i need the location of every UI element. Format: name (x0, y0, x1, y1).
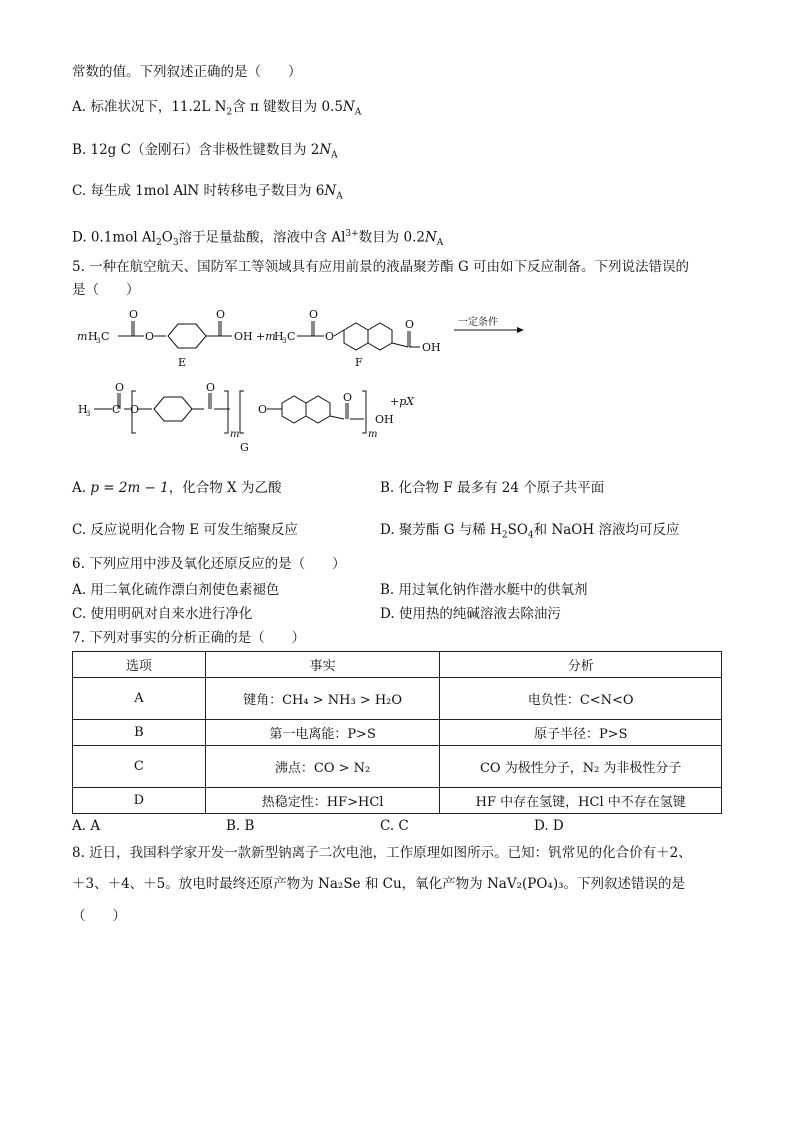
q5-option-d: D. 聚芳酯 G 与稀 $H_2SO_4$和 NaOH 溶液均可反应 (380, 522, 680, 541)
q8-stem-line1: 8. 近日，我国科学家开发一款新型钠离子二次电池，工作原理如图所示。已知：钒常见的化合价有＋2、 (72, 845, 692, 861)
plus-m: +m (256, 330, 276, 343)
reaction-condition: 一定条件 (458, 317, 498, 328)
q8-stem-line3: （ ） (72, 908, 126, 924)
row-option: C (73, 746, 206, 788)
h3c-g-sub: 3 (86, 410, 91, 418)
label-f: F (355, 356, 363, 369)
h3c-e-sub: 3 (96, 337, 101, 345)
row-analysis: CO 为极性分子，N₂ 为非极性分子 (440, 746, 722, 788)
g-carbonyl2-o: O (343, 391, 353, 404)
h3c-f-sub: 3 (282, 337, 287, 345)
e-oh: OH (234, 330, 253, 343)
g-acetyl-o: O (115, 381, 125, 394)
table-row (73, 678, 722, 720)
q7-choice-d: D. D (534, 818, 564, 834)
g-m-sub2: m (368, 429, 378, 440)
label-e: E (178, 356, 187, 369)
q5-option-b: B. 化合物 F 最多有 24 个原子共平面 (380, 480, 605, 496)
row-option: B (73, 720, 206, 746)
row-option: D (73, 788, 206, 814)
row-analysis: 电负性：C<N<O (440, 678, 722, 720)
table-row (73, 720, 722, 746)
q4-option-b: B. 12g C（金刚石）含非极性键数目为 $2N_A$ (72, 142, 338, 161)
q5-option-c: C. 反应说明化合物 E 可发生缩聚反应 (72, 522, 298, 538)
e-carbonyl-o: O (216, 308, 226, 321)
g-c: C (112, 403, 121, 416)
f-oh: OH (422, 341, 441, 354)
row-option: A (73, 678, 206, 720)
row-fact: 热稳定性：HF>HCl (205, 788, 440, 814)
table-row (73, 746, 722, 788)
h3c-e-h: H (88, 330, 98, 343)
q4-option-c: C. 每生成 1mol AlN 时转移电子数目为 $6N_A$ (72, 183, 343, 202)
f-carbonyl-o: O (405, 318, 415, 331)
row-fact: 键角：CH₄ > NH₃ > H₂O (205, 678, 440, 720)
q7-choice-a: A. A (72, 818, 101, 834)
label-g: G (240, 441, 249, 453)
coef-m: m (77, 330, 88, 343)
g-oh: OH (375, 413, 394, 426)
q4-option-a: A. 标准状况下，11.2L $N_2$含 π 键数目为 $0.5N_A$ (72, 99, 362, 118)
reaction-scheme (72, 303, 532, 453)
q7-choice-c: C. C (380, 818, 409, 834)
q8-stem-line2: ＋3、＋4、＋5。放电时最终还原产物为 Na₂Se 和 Cu，氧化产物为 NaV₂(PO₄)₃。下列叙述错误的是 (72, 876, 685, 892)
table-row (73, 788, 722, 814)
q6-option-d: D. 使用热的纯碱溶液去除油污 (380, 606, 561, 622)
row-analysis: 原子半径：P>S (440, 720, 722, 746)
q6-option-b: B. 用过氧化钠作潜水艇中的供氧剂 (380, 582, 588, 598)
g-m-sub: m (230, 429, 240, 440)
f-ether-o: O (325, 330, 335, 343)
g-ether-o: O (130, 403, 140, 416)
e-ether-o: O (145, 330, 155, 343)
h3c-f-c: C (287, 330, 296, 343)
g-carbonyl-o: O (206, 381, 216, 394)
h3c-e-c: C (101, 330, 110, 343)
h3c-g-h: H (78, 403, 88, 416)
q7-stem: 7. 下列对事实的分析正确的是（ ） (72, 630, 306, 646)
q5-option-a: A. p = 2m − 1，化合物 X 为乙酸 (72, 480, 282, 496)
e-acetyl-o: O (129, 308, 139, 321)
row-fact: 沸点：CO > N₂ (205, 746, 440, 788)
q7-choice-b: B. B (226, 818, 255, 834)
q6-stem: 6. 下列应用中涉及氧化还原反应的是（ ） (72, 556, 346, 572)
f-acetyl-o: O (309, 308, 319, 321)
row-analysis: HF 中存在氢键，HCl 中不存在氢键 (440, 788, 722, 814)
header-analysis: 分析 (440, 652, 722, 678)
header-option: 选项 (73, 652, 206, 678)
plus-px: +pX (390, 395, 415, 408)
h3c-f-h: H (274, 330, 284, 343)
row-fact: 第一电离能：P>S (205, 720, 440, 746)
q5-stem-line2: 是（ ） (72, 282, 140, 298)
table-header-row (73, 652, 722, 678)
q6-option-a: A. 用二氧化硫作漂白剂使色素褪色 (72, 582, 280, 598)
q5-stem-line1: 5. 一种在航空航天、国防军工等领域具有应用前景的液晶聚芳酯 G 可由如下反应制备。下列说法错误的 (72, 259, 690, 275)
g-ether2-o: O (258, 403, 268, 416)
q4-stem-tail: 常数的值。下列叙述正确的是（ ） (72, 64, 302, 80)
q6-option-c: C. 使用明矾对自来水进行净化 (72, 606, 253, 622)
q4-option-d: D. 0.1mol $Al_2O_3$溶于足量盐酸，溶液中含 $Al^{3+}$数目为 $0.2N_A$ (72, 229, 444, 249)
header-fact: 事实 (205, 652, 440, 678)
q7-table (72, 651, 722, 814)
